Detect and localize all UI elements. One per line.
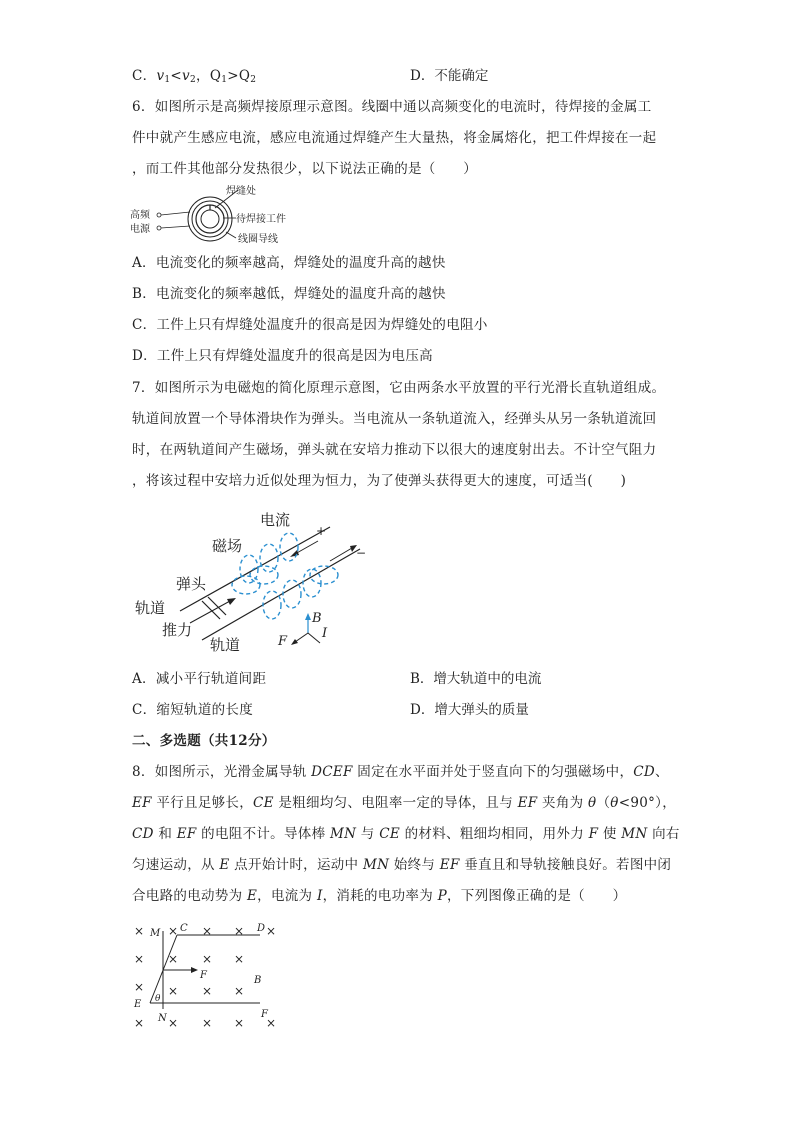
label-B: B — [254, 975, 262, 986]
welding-diagram — [128, 182, 318, 248]
label-coil-wire: 线圈导线 — [238, 234, 278, 245]
label-I: I — [322, 626, 328, 641]
current-arrow-out — [330, 548, 352, 561]
q7-stem-line-4: ，将该过程中安培力近似处理为恒力，为了使弹头获得更大的速度，可适当( ) — [132, 473, 627, 489]
svg-text:×: × — [168, 924, 179, 938]
q6-option-a: A．电流变化的频率越高，焊缝处的温度升高的越快 — [132, 255, 446, 271]
label-projectile: 弹头 — [176, 575, 207, 593]
svg-text:×: × — [134, 924, 145, 938]
q6-option-c: C．工件上只有焊缝处温度升的很高是因为焊缝处的电阻小 — [132, 317, 488, 333]
q6-stem-line-3: ，而工件其他部分发热很少，以下说法正确的是（ ） — [132, 161, 477, 177]
svg-text:×: × — [168, 984, 179, 998]
label-B: B — [312, 611, 322, 626]
label-thrust: 推力 — [162, 621, 193, 639]
projectile — [202, 601, 220, 619]
q6-option-b: B．电流变化的频率越低，焊缝处的温度升高的越快 — [132, 286, 446, 302]
q7-option-d: D．增大弹头的质量 — [410, 702, 529, 718]
q7-stem-line-1: 7．如图所示为电磁炮的简化原理示意图，它由两条水平放置的平行光滑长直轨道组成。 — [132, 380, 666, 396]
q8-stem-line-3: CD 和 EF 的电阻不计。导体棒 MN 与 CE 的材料、粗细均相同，用外力 F 使 MN 向右 — [132, 826, 680, 842]
q7-stem-line-3: 时，在两轨道间产生磁场，弹头就在安培力推动下以很大的速度射出去。不计空气阻力 — [132, 442, 657, 458]
thrust-arrow — [190, 601, 230, 623]
workpiece-inner — [201, 210, 219, 228]
svg-text:×: × — [202, 984, 213, 998]
coil-outer — [188, 197, 232, 241]
svg-text:×: × — [234, 1016, 245, 1030]
svg-text:×: × — [234, 984, 245, 998]
svg-text:×: × — [168, 952, 179, 966]
label-E: E — [134, 999, 142, 1010]
svg-text:×: × — [266, 924, 277, 938]
q6-option-d: D．工件上只有焊缝处温度升的很高是因为电压高 — [132, 348, 433, 364]
label-rail-bottom: 轨道 — [210, 636, 241, 654]
svg-text:×: × — [202, 952, 213, 966]
label-N: N — [158, 1013, 167, 1024]
label-C: C — [180, 923, 188, 934]
svg-text:×: × — [266, 1016, 277, 1030]
railgun-diagram — [130, 505, 380, 655]
label-rail-left: 轨道 — [135, 599, 166, 617]
svg-text:×: × — [202, 1016, 213, 1030]
q7-option-c: C．缩短轨道的长度 — [132, 702, 254, 718]
q8-stem-line-4: 匀速运动，从 E 点开始计时，运动中 MN 始终与 EF 垂直且和导轨接触良好。若图中闭 — [132, 857, 672, 873]
label-F: F — [278, 634, 288, 649]
svg-text:×: × — [134, 952, 145, 966]
label-M: M — [150, 928, 161, 939]
q8-stem-line-2: EF 平行且足够长，CE 是粗细均匀、电阻率一定的导体，且与 EF 夹角为 θ（θ<90°）， — [132, 795, 677, 811]
label-D: D — [257, 923, 266, 934]
q8-stem-line-1: 8．如图所示，光滑金属导轨 DCEF 固定在水平面并处于竖直向下的匀强磁场中，CD、 — [132, 764, 669, 780]
q7-option-b: B．增大轨道中的电流 — [410, 671, 542, 687]
q6-stem-line-2: 件中就产生感应电流，感应电流通过焊缝产生大量热，将金属熔化，把工件焊接在一起 — [132, 130, 657, 146]
label-workpiece: 待焊接工件 — [236, 214, 286, 225]
label-plus: + — [316, 524, 327, 538]
svg-text:×: × — [202, 924, 213, 938]
rail-top — [180, 527, 330, 611]
label-minus: − — [356, 546, 367, 560]
q7-option-a: A．减小平行轨道间距 — [132, 671, 267, 687]
q7-stem-line-2: 轨道间放置一个导体滑块作为弹头。当电流从一条轨道流入，经弹头从另一条轨道流回 — [132, 411, 657, 427]
label-current: 电流 — [260, 511, 291, 529]
section-title: 二、多选题（共12分） — [132, 733, 276, 749]
label-theta: θ — [155, 994, 161, 1004]
q6-stem-line-1: 6．如图所示是高频焊接原理示意图。线圈中通以高频变化的电流时，待焊接的金属工 — [132, 99, 652, 115]
label-F-point: F — [261, 1009, 268, 1020]
q5-option-c: C．$v_1<v_2$，$Q_1>Q_2$ — [132, 68, 257, 85]
q5-option-d: D．不能确定 — [410, 68, 489, 84]
svg-text:×: × — [134, 980, 145, 994]
svg-text:×: × — [234, 952, 245, 966]
svg-text:×: × — [134, 1016, 145, 1030]
label-power-source: 电源 — [130, 224, 150, 235]
q8-stem-line-5: 合电路的电动势为 E，电流为 I，消耗的电功率为 P，下列图像正确的是（ ） — [132, 888, 627, 904]
label-field: 磁场 — [212, 537, 243, 555]
rail-field-diagram — [130, 915, 290, 1035]
svg-text:×: × — [168, 1016, 179, 1030]
rail-bottom — [202, 549, 360, 640]
svg-text:×: × — [234, 924, 245, 938]
field-loops — [232, 533, 338, 619]
label-high-freq: 高频 — [130, 210, 150, 221]
label-seam: 焊缝处 — [226, 186, 256, 197]
label-F-force: F — [200, 970, 207, 981]
